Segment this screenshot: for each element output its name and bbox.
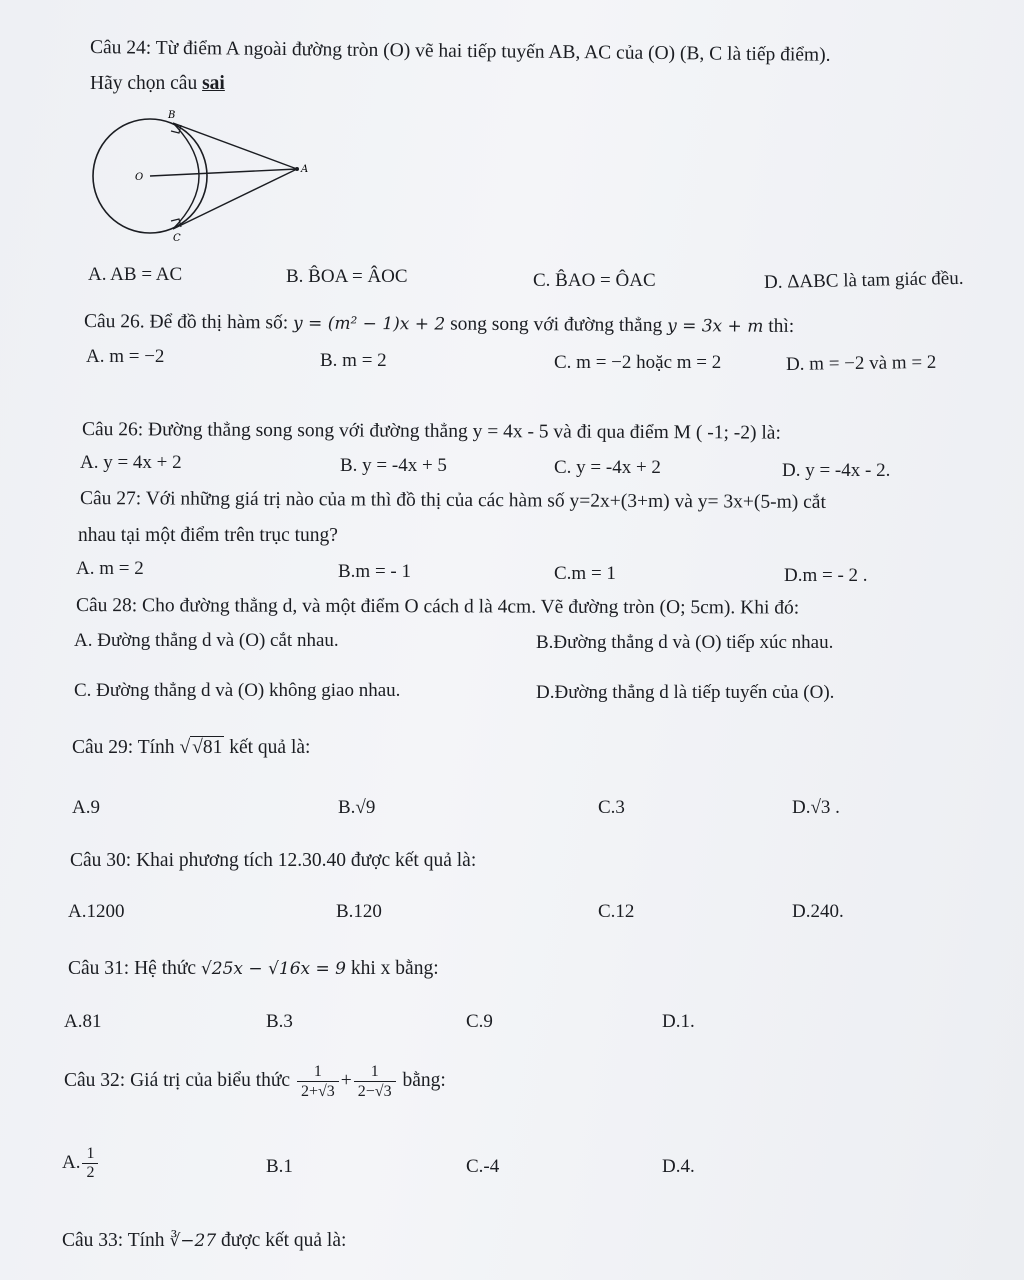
q32-option-d: D.4. <box>662 1156 695 1177</box>
label-o: O <box>135 172 144 183</box>
q31-option-b: B.3 <box>266 1011 293 1032</box>
q29-outer-radical: √ <box>179 737 191 758</box>
q24-stem-emphasis: sai <box>202 73 225 94</box>
q30-option-b: B.120 <box>336 901 382 922</box>
q26a-stem <box>84 310 794 338</box>
q32-option-a-denominator: 2 <box>86 1164 95 1181</box>
q31-stem <box>68 957 439 980</box>
q32-fraction-1-denominator: 2+√3 <box>300 1083 335 1101</box>
q26a-option-c: C. m = −2 hoặc m = 2 <box>554 352 722 373</box>
q30-option-a: A.1200 <box>68 901 125 922</box>
q32-fraction-1-numerator: 1 <box>297 1062 339 1082</box>
q26b-option-d: D. y = -4x - 2. <box>782 460 891 481</box>
label-a: A <box>301 164 309 175</box>
q29-option-a: A.9 <box>72 797 100 818</box>
tangent-figure <box>85 105 325 245</box>
q32-fraction-1 <box>297 1062 339 1101</box>
q32-option-b: B.1 <box>266 1156 293 1177</box>
q26a-function: y = (m² − 1)x + 2 <box>293 313 446 335</box>
q29-expression <box>179 736 224 758</box>
q29-stem-prefix: Câu 29: Tính <box>72 737 175 758</box>
q24-stem-line1: Câu 24: Từ điểm A ngoài đường tròn (O) vẽ hai tiếp tuyến AB, AC của (O) (B, C là tiếp điểm). <box>89 37 831 66</box>
q32-option-a-prefix: A. <box>62 1151 81 1173</box>
q33-stem <box>62 1229 346 1252</box>
q26b-option-b: B. y = -4x + 5 <box>340 455 447 476</box>
q27-option-d: D.m = - 2 . <box>784 565 868 586</box>
q26a-stem-mid: song song với đường thẳng <box>450 313 663 337</box>
q31-option-d: D.1. <box>662 1011 695 1032</box>
q29-stem-suffix: kết quả là: <box>229 737 311 758</box>
q28-option-c: C. Đường thẳng d và (O) không giao nhau. <box>74 680 401 701</box>
q27-option-b: B.m = - 1 <box>338 561 411 582</box>
q24-stem-prefix: Hãy chọn câu <box>90 73 203 94</box>
q32-plus: + <box>340 1070 352 1092</box>
q32-stem <box>64 1062 446 1101</box>
q28-option-a: A. Đường thẳng d và (O) cắt nhau. <box>74 630 339 651</box>
q32-option-a-numerator: 1 <box>82 1145 98 1164</box>
q32-fraction-2-numerator: 1 <box>354 1062 396 1082</box>
q26b-option-c: C. y = -4x + 2 <box>554 457 661 478</box>
q33-stem-suffix: được kết quả là: <box>221 1230 347 1251</box>
q26a-stem-suffix: thì: <box>768 315 795 337</box>
q27-option-a: A. m = 2 <box>76 558 144 579</box>
q31-option-c: C.9 <box>466 1011 493 1032</box>
q33-stem-prefix: Câu 33: Tính <box>62 1230 165 1251</box>
q26a-option-a: A. m = −2 <box>86 346 165 367</box>
q28-option-d: D.Đường thẳng d là tiếp tuyến của (O). <box>536 682 835 703</box>
q32-option-a <box>62 1145 100 1182</box>
q27-stem-line1: Câu 27: Với những giá trị nào của m thì đồ thị của các hàm số y=2x+(3+m) và y= 3x+(5-m) cắt <box>79 488 826 513</box>
segment-ba <box>173 123 297 169</box>
q26a-option-b: B. m = 2 <box>320 350 387 371</box>
q32-fraction-2-denominator: 2−√3 <box>357 1083 392 1101</box>
segment-ca <box>173 169 297 229</box>
q26a-line: y = 3x + m <box>667 316 764 337</box>
q33-expression: ∛−27 <box>169 1231 217 1251</box>
point-a <box>295 167 299 171</box>
q27-stem-line2: nhau tại một điểm trên trục tung? <box>78 525 338 546</box>
q24-option-d: D. ΔABC là tam giác đều. <box>763 267 964 293</box>
q31-expression: √25x − √16x = 9 <box>200 959 346 979</box>
q26a-option-d: D. m = −2 và m = 2 <box>785 351 937 375</box>
segment-oa <box>150 169 297 176</box>
q28-stem: Câu 28: Cho đường thẳng d, và một điểm O cách d là 4cm. Vẽ đường tròn (O; 5cm). Khi đó: <box>75 595 800 619</box>
q29-inner-radical: √81 <box>192 737 223 758</box>
q32-option-a-fraction <box>82 1145 98 1182</box>
q27-option-c: C.m = 1 <box>554 563 616 584</box>
q31-stem-suffix: khi x bằng: <box>350 958 439 979</box>
q24-option-a: A. AB = AC <box>88 264 183 285</box>
q30-option-c: C.12 <box>598 901 635 922</box>
q24-option-b: B. B̂OA = ÂOC <box>286 266 408 287</box>
q32-option-c: C.-4 <box>466 1156 500 1177</box>
label-c: C <box>173 233 181 244</box>
q29-option-c: C.3 <box>598 797 625 818</box>
q26b-option-a: A. y = 4x + 2 <box>80 452 182 473</box>
q24-option-c: C. B̂AO = ÔAC <box>533 270 656 291</box>
q26b-stem: Câu 26: Đường thẳng song song với đường thẳng y = 4x - 5 và đi qua điểm M ( -1; -2) là: <box>81 419 781 444</box>
q29-stem <box>72 736 310 759</box>
q28-option-b: B.Đường thẳng d và (O) tiếp xúc nhau. <box>536 632 834 653</box>
q29-option-d: D.√3 . <box>792 797 840 818</box>
q32-stem-suffix: bằng: <box>402 1070 446 1092</box>
q31-option-a: A.81 <box>64 1011 102 1032</box>
q26a-stem-prefix: Câu 26. Để đồ thị hàm số: <box>83 311 289 334</box>
q24-stem-line2 <box>90 72 225 95</box>
q29-option-b: B.√9 <box>338 797 376 818</box>
q30-option-d: D.240. <box>792 901 844 922</box>
label-b: B <box>168 110 176 121</box>
q31-stem-prefix: Câu 31: Hệ thức <box>68 958 197 979</box>
arc-bc <box>173 123 199 229</box>
q32-fraction-2 <box>354 1062 396 1101</box>
q32-stem-prefix: Câu 32: Giá trị của biểu thức <box>64 1070 291 1092</box>
q30-stem: Câu 30: Khai phương tích 12.30.40 được kết quả là: <box>70 850 477 871</box>
